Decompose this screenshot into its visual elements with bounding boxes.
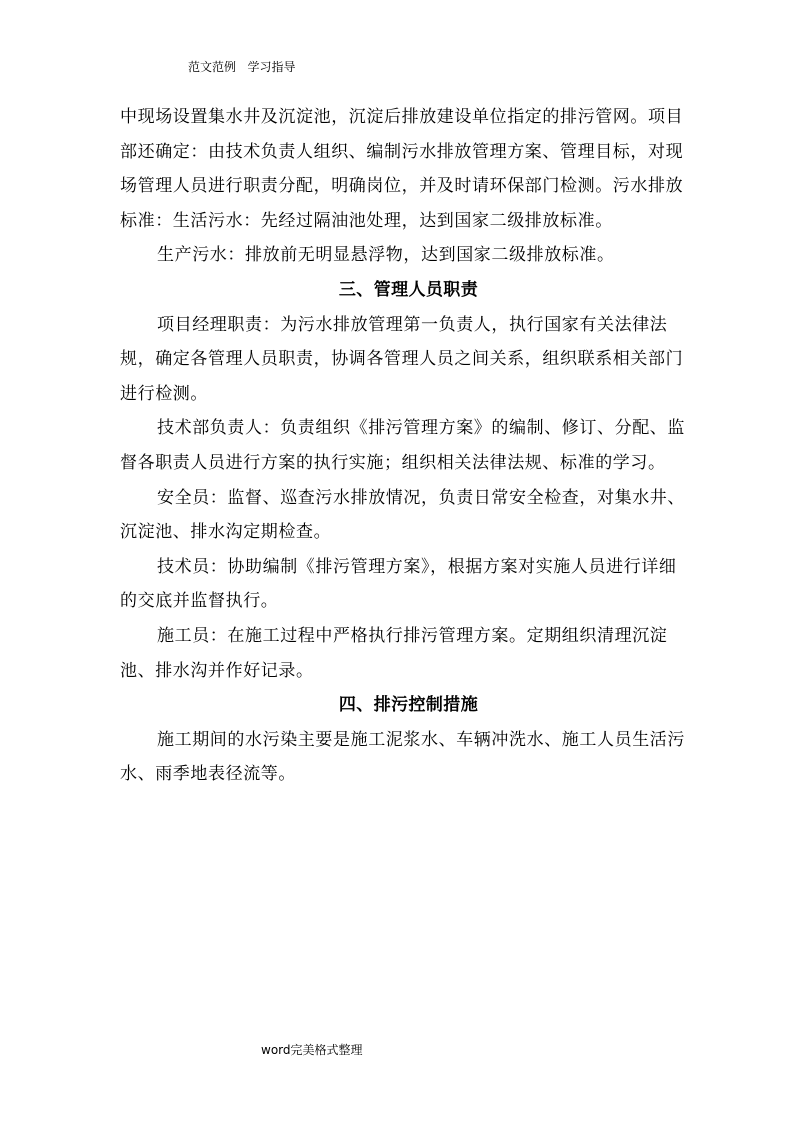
paragraph-safety-officer: 安全员：监督、巡查污水排放情况，负责日常安全检查，对集水井、沉淀池、排水沟定期检查。 <box>120 487 685 543</box>
paragraph-construction-worker: 施工员：在施工过程中严格执行排污管理方案。定期组织清理沉淀池、排水沟并作好记录。 <box>120 625 668 681</box>
paragraph-project-manager: 项目经理职责：为污水排放管理第一负责人，执行国家有关法律法规，确定各管理人员职责，协调各管理人员之间关系，组织联系相关部门进行检测。 <box>120 314 684 404</box>
paragraph-continuation: 中现场设置集水井及沉淀池，沉淀后排放建设单位指定的排污管网。项目部还确定：由技术负责人组织、编制污水排放管理方案、管理目标，对现场管理人员进行职责分配，明确岗位，并及时请环保部门检测。污水排放标准：生活污水：先经过隔油池处理，达到国家二级排放标准。 <box>120 107 684 231</box>
paragraph-tech-department: 技术部负责人：负责组织《排污管理方案》的编制、修订、分配、监督各职责人员进行方案的执行实施；组织相关法律法规、标准的学习。 <box>120 418 685 473</box>
section-heading-4: 四、排污控制措施 <box>338 695 479 716</box>
document-body <box>120 100 685 792</box>
page-footer: word完美格式整理 <box>261 1043 363 1057</box>
section-heading-3: 三、管理人员职责 <box>338 279 479 300</box>
paragraph-water-pollution: 施工期间的水污染主要是施工泥浆水、车辆冲洗水、施工人员生活污水、雨季地表径流等。 <box>120 729 685 785</box>
paragraph-production-sewage: 生产污水：排放前无明显悬浮物，达到国家二级排放标准。 <box>157 245 615 266</box>
paragraph-technician: 技术员：协助编制《排污管理方案》，根据方案对实施人员进行详细的交底并监督执行。 <box>120 556 677 612</box>
page-header: 范文范例 学习指导 <box>188 60 296 74</box>
